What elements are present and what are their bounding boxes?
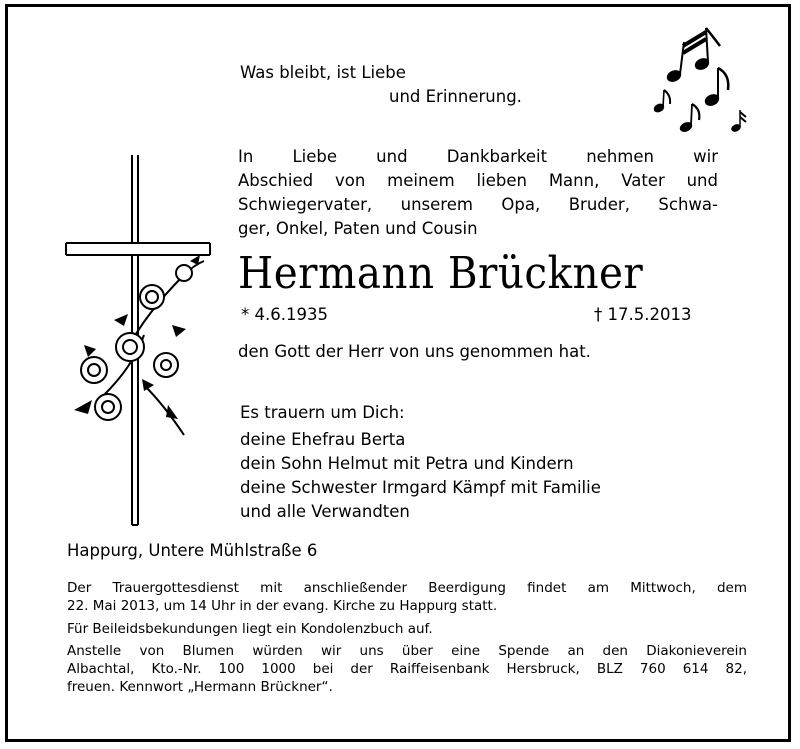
motto-line-1: Was bleibt, ist Liebe — [240, 63, 406, 82]
mourner-line: und alle Verwandten — [240, 502, 410, 521]
mourners-heading: Es trauern um Dich: — [240, 403, 405, 422]
deceased-name: Hermann Brückner — [238, 248, 644, 299]
intro-line: Schwiegervater, unserem Opa, Bruder, Schwa- — [238, 195, 718, 214]
motto-line-2: und Erinnerung. — [389, 87, 522, 106]
death-date: † 17.5.2013 — [594, 305, 692, 324]
donation-notice — [67, 642, 747, 696]
intro-line: ger, Onkel, Paten und Cousin — [238, 219, 478, 238]
intro-text — [238, 145, 718, 241]
notice-line: 22. Mai 2013, um 14 Uhr in der evang. Kirche zu Happurg statt. — [67, 598, 498, 614]
mourner-line: deine Ehefrau Berta — [240, 430, 406, 449]
notice-line: Anstelle von Blumen würden wir uns über eine Spende an den Diakonieverein — [67, 643, 747, 659]
mourners-list — [240, 428, 601, 524]
notice-line: Der Trauergottesdienst mit anschließender Beerdigung findet am Mittwoch, dem — [67, 580, 747, 596]
notice-line: Albachtal, Kto.-Nr. 100 1000 bei der Raiffeisenbank Hersbruck, BLZ 760 614 82, — [67, 661, 747, 677]
intro-line: In Liebe und Dankbarkeit nehmen wir — [238, 147, 718, 166]
address: Happurg, Untere Mühlstraße 6 — [67, 541, 318, 560]
birth-date: * 4.6.1935 — [241, 305, 328, 324]
music-notes-icon — [650, 24, 750, 139]
cross-with-roses-icon — [64, 155, 214, 530]
mourner-line: dein Sohn Helmut mit Petra und Kindern — [240, 454, 574, 473]
service-notice — [67, 579, 747, 615]
condolence-notice: Für Beileidsbekundungen liegt ein Kondolenzbuch auf. — [67, 621, 433, 637]
intro-line: Abschied von meinem lieben Mann, Vater und — [238, 171, 718, 190]
notice-line: freuen. Kennwort „Hermann Brückner“. — [67, 679, 333, 695]
mourner-line: deine Schwester Irmgard Kämpf mit Familie — [240, 478, 601, 497]
god-line: den Gott der Herr von uns genommen hat. — [238, 342, 591, 361]
